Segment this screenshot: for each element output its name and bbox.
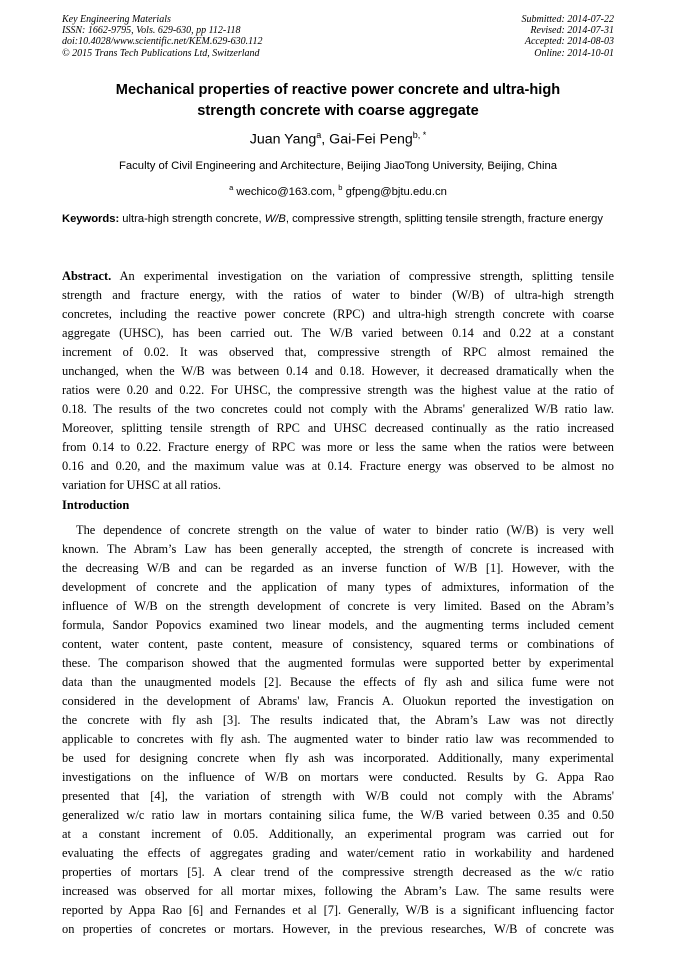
journal-info bbox=[62, 14, 382, 59]
copyright-line: © 2015 Trans Tech Publications Ltd, Switzerland bbox=[62, 47, 260, 59]
intro-line: investigations on the influence of W/B on mortars were conducted. Results by G. Appa Rao bbox=[62, 770, 614, 784]
paper-title bbox=[62, 80, 614, 122]
intro-line: on properties of concretes or mortars. However, in the previous researches, W/B of concrete was bbox=[62, 922, 614, 936]
institution: Faculty of Civil Engineering and Architecture, Beijing JiaoTong University, Beijing, China bbox=[118, 160, 558, 172]
online-date: Online: 2014-10-01 bbox=[534, 47, 614, 59]
intro-line: applicable to concretes with fly ash. The augmented water to binder ratio law was recommended to bbox=[62, 732, 614, 746]
intro-line: these. The comparison showed that the augmented formulas were supported better by experimental bbox=[62, 656, 614, 670]
email-1-marker: a bbox=[229, 183, 234, 192]
affiliation bbox=[62, 156, 614, 203]
abstract-label: Abstract. bbox=[62, 269, 112, 283]
abstract-line: aggregate (UHSC), has been carried out. The W/B varied between 0.14 and 0.22 at a constant bbox=[62, 326, 614, 340]
keywords-text-1: ultra-high strength concrete, bbox=[119, 213, 265, 225]
intro-line: properties of mortars [5]. A clear trend of the compressive strength decreased as the w/c ratio bbox=[62, 865, 614, 879]
abstract-line: increment of 0.02. It was observed that, compressive strength of RPC almost remained the bbox=[62, 345, 614, 359]
intro-line: development of concrete and the application of many types of admixtures, information of the bbox=[62, 580, 614, 594]
abstract-line: 0.16 and 0.20, and the maximum value was at 0.14. Fracture energy was observed to be almost no bbox=[62, 459, 614, 473]
intro-line: formula, Sandor Popovics examined two linear models, and the augmenting terms included cement bbox=[62, 618, 614, 632]
keywords-wb: W/B bbox=[264, 213, 286, 225]
author-2: Gai-Fei Peng bbox=[329, 131, 413, 148]
abstract-line: concretes, including the reactive power concrete (RPC) and ultra-high strength concrete with coarse bbox=[62, 307, 614, 321]
abstract-line: unchanged, when the W/B was between 0.14 and 0.18. However, it decreased dramatically when the bbox=[62, 364, 614, 378]
abstract bbox=[62, 267, 614, 495]
intro-line: influence of W/B on the strength development of concrete is very limited. Based on the Abram’s bbox=[62, 599, 614, 613]
email-2-marker: b bbox=[338, 183, 343, 192]
emails bbox=[62, 177, 614, 203]
author-2-marker: b, * bbox=[412, 130, 427, 140]
intro-line: known. The Abram’s Law has been generally accepted, the strength of concrete is increased with bbox=[62, 542, 614, 556]
abstract-line: strength and fracture energy, with the ratios of water to binder (W/B) of ultra-high strength bbox=[62, 288, 614, 302]
abstract-line: Moreover, splitting tensile strength of RPC and UHSC decreased continually as the ratio increased bbox=[62, 421, 614, 435]
keywords-text-2: , compressive strength, splitting tensile strength, fracture energy bbox=[285, 213, 603, 225]
introduction-body bbox=[62, 521, 614, 939]
intro-line: the decreasing W/B and can be regarded as an inverse function of W/B [1]. However, with the bbox=[62, 561, 614, 575]
keywords-label: Keywords: bbox=[62, 213, 120, 225]
intro-line: reported by Appa Rao [6] and Fernandes et al [7]. Generally, W/B is a significant influencing factor bbox=[62, 903, 614, 917]
journal-name: Key Engineering Materials bbox=[62, 14, 171, 25]
title-line-2: strength concrete with coarse aggregate bbox=[197, 103, 479, 119]
doi-line: doi:10.4028/www.scientific.net/KEM.629-630.112 bbox=[62, 36, 263, 48]
publication-dates bbox=[414, 14, 614, 59]
author-1-marker: a bbox=[316, 130, 322, 140]
authors bbox=[62, 126, 614, 149]
accepted-date: Accepted: 2014-08-03 bbox=[524, 36, 614, 48]
abstract-line: variation for UHSC at all ratios. bbox=[62, 478, 221, 492]
intro-line: evaluating the effects of aggregates grading and water/cement ratio in workability and hardened bbox=[62, 846, 614, 860]
abstract-line: 0.18. The results of the two concretes could not comply with the Abrams' generalized W/B ratio law. bbox=[62, 402, 614, 416]
intro-line: content, water content, paste content, measure of consistency, squared terms or combinations of bbox=[62, 637, 614, 651]
intro-line: data than the unaugmented models [2]. Because the effects of fly ash and silica fume were not bbox=[62, 675, 614, 689]
keywords bbox=[62, 210, 614, 229]
abstract-line: ratios were 0.20 and 0.22. For UHSC, the compressive strength was the highest value at the ratio of bbox=[62, 383, 614, 397]
intro-line: at a constant increment of 0.05. Additionally, an experimental program was carried out for bbox=[62, 827, 614, 841]
abstract-line: from 0.14 to 0.22. Fracture energy of RPC was more or less the same when the ratios were between bbox=[62, 440, 614, 454]
intro-line: The dependence of concrete strength on the value of water to binder ratio (W/B) is very well bbox=[76, 523, 614, 537]
author-separator: , bbox=[321, 131, 330, 148]
introduction-heading: Introduction bbox=[62, 498, 130, 512]
intro-line: presented that [4], the variation of strength with W/B could not comply with the Abrams' bbox=[62, 789, 614, 803]
intro-line: be used for designing concrete when fly ash was incorporated. Additionally, many experimental bbox=[62, 751, 614, 765]
submitted-date: Submitted: 2014-07-22 bbox=[521, 14, 614, 25]
author-1: Juan Yang bbox=[249, 131, 317, 148]
revised-date: Revised: 2014-07-31 bbox=[530, 25, 614, 37]
issn-line: ISSN: 1662-9795, Vols. 629-630, pp 112-118 bbox=[62, 25, 241, 37]
email-2: gfpeng@bjtu.edu.cn bbox=[342, 185, 447, 198]
title-line-1: Mechanical properties of reactive power concrete and ultra-high bbox=[115, 82, 561, 98]
intro-line: the concrete with fly ash [3]. The results indicated that, the Abram’s Law was not directly bbox=[62, 713, 614, 727]
abstract-line: Abstract. An experimental investigation on the variation of compressive strength, splitting tensile bbox=[62, 269, 614, 283]
intro-line: considered in the development of Abrams' law, Francis A. Oluokun reported the investigation on bbox=[62, 694, 614, 708]
email-1: wechico@163.com, bbox=[233, 185, 339, 198]
intro-line: generalized w/c ratio law in mortars containing silica fume, the W/B varied between 0.35 and 0.50 bbox=[62, 808, 614, 822]
intro-line: increased was observed for all mortar mixes, following the Abram’s Law. The same results were bbox=[62, 884, 614, 898]
